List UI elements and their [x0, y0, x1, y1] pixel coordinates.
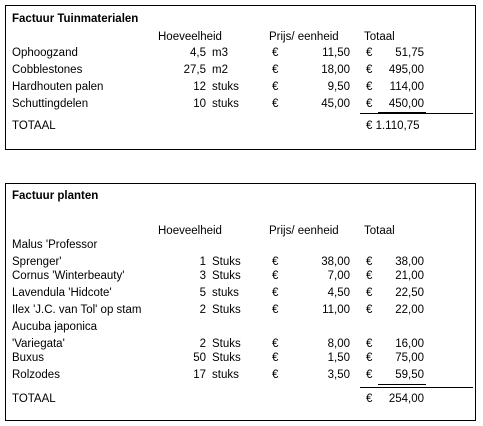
item-price: 8,00	[327, 338, 350, 350]
item-unit: m2	[212, 64, 228, 76]
item-name: Rolzodes	[12, 369, 60, 381]
item-quantity: 10	[193, 98, 206, 110]
item-total: 59,50	[395, 369, 424, 381]
header-unit-price: Prijs/ eenheid	[269, 225, 339, 237]
item-total: 22,00	[395, 304, 424, 316]
item-price: 4,50	[327, 287, 350, 299]
item-quantity: 1	[199, 256, 206, 268]
item-name: Ophoogzand	[12, 47, 78, 59]
header-total: Totaal	[364, 225, 395, 237]
item-price-currency: €	[272, 369, 279, 381]
item-price: 11,50	[322, 47, 350, 59]
invoice-tuinmaterialen	[5, 5, 476, 150]
item-unit: Stuks	[212, 304, 241, 316]
item-price-currency: €	[272, 304, 279, 316]
invoice-title: Factuur Tuinmaterialen	[12, 13, 139, 25]
item-quantity: 5	[199, 287, 206, 299]
item-price: 38,00	[321, 256, 350, 268]
item-quantity: 17	[193, 369, 206, 381]
item-total: 38,00	[395, 256, 424, 268]
item-total: 450,00	[388, 98, 424, 110]
item-total-currency: €	[366, 98, 373, 110]
item-unit: Stuks	[212, 338, 241, 350]
item-price-currency: €	[272, 98, 279, 110]
item-unit: stuks	[212, 81, 239, 93]
header-total: Totaal	[364, 31, 395, 43]
item-total: 22,50	[395, 287, 424, 299]
item-total: 51,75	[395, 47, 424, 59]
item-price: 1,50	[327, 352, 350, 364]
header-unit-price: Prijs/ eenheid	[269, 31, 339, 43]
item-price-currency: €	[272, 81, 279, 93]
item-price: 45,00	[321, 98, 350, 110]
total-underline	[360, 387, 473, 388]
item-price: 9,50	[327, 81, 350, 93]
item-total: 75,00	[395, 352, 424, 364]
item-price-currency: €	[272, 270, 279, 282]
subtotal-underline	[378, 384, 426, 385]
item-quantity: 4,5	[190, 47, 206, 59]
item-price: 3,50	[327, 369, 350, 381]
item-price: 7,00	[327, 270, 350, 282]
item-total-currency: €	[366, 338, 373, 350]
item-price: 11,00	[322, 304, 350, 316]
item-name: Schuttingdelen	[12, 98, 89, 110]
item-total-currency: €	[366, 81, 373, 93]
item-price-currency: €	[272, 287, 279, 299]
item-price-currency: €	[272, 352, 279, 364]
item-total-currency: €	[366, 304, 373, 316]
item-unit: Stuks	[212, 352, 241, 364]
item-total: 495,00	[388, 64, 424, 76]
invoice-planten	[5, 183, 476, 421]
item-total-currency: €	[366, 64, 373, 76]
item-unit: Stuks	[212, 270, 241, 282]
item-total-currency: €	[366, 47, 373, 59]
item-total-currency: €	[366, 369, 373, 381]
item-name: Hardhouten palen	[12, 81, 104, 93]
total-label: TOTAAL	[12, 120, 56, 132]
item-total-currency: €	[366, 287, 373, 299]
item-price-currency: €	[272, 64, 279, 76]
item-unit: stuks	[212, 98, 239, 110]
item-total-currency: €	[366, 352, 373, 364]
item-name: Lavendula 'Hidcote'	[12, 287, 112, 299]
item-price-currency: €	[272, 256, 279, 268]
item-total: 16,00	[395, 338, 424, 350]
item-total-currency: €	[366, 256, 373, 268]
item-quantity: 50	[193, 352, 206, 364]
header-quantity: Hoeveelheid	[158, 225, 222, 237]
item-price: 18,00	[321, 64, 350, 76]
header-quantity: Hoeveelheid	[158, 31, 222, 43]
item-name: Malus 'Professor	[12, 239, 98, 251]
total-underline	[360, 113, 473, 114]
item-unit: stuks	[212, 369, 239, 381]
invoice-title: Factuur planten	[12, 190, 99, 202]
item-total-currency: €	[366, 270, 373, 282]
item-unit: m3	[212, 47, 228, 59]
grand-total-currency: €	[366, 393, 373, 405]
item-total: 114,00	[389, 81, 424, 93]
item-quantity: 2	[199, 338, 206, 350]
item-total: 21,00	[395, 270, 424, 282]
item-quantity: 2	[199, 304, 206, 316]
grand-total: 254,00	[388, 393, 424, 405]
grand-total: € 1.110,75	[366, 120, 420, 132]
item-name: Cobblestones	[12, 64, 83, 76]
item-name: Cornus 'Winterbeauty'	[12, 270, 125, 282]
item-quantity: 12	[193, 81, 206, 93]
item-quantity: 27,5	[183, 64, 206, 76]
item-quantity: 3	[199, 270, 206, 282]
item-unit: stuks	[212, 287, 239, 299]
item-name: Aucuba japonica	[12, 321, 98, 333]
item-unit: Stuks	[212, 256, 241, 268]
item-name: Ilex 'J.C. van Tol' op stam	[12, 304, 142, 316]
total-label: TOTAAL	[12, 393, 56, 405]
item-name: Sprenger'	[12, 256, 62, 268]
item-price-currency: €	[272, 47, 279, 59]
item-name: Buxus	[12, 352, 44, 364]
item-price-currency: €	[272, 338, 279, 350]
item-name: 'Variegata'	[12, 338, 65, 350]
